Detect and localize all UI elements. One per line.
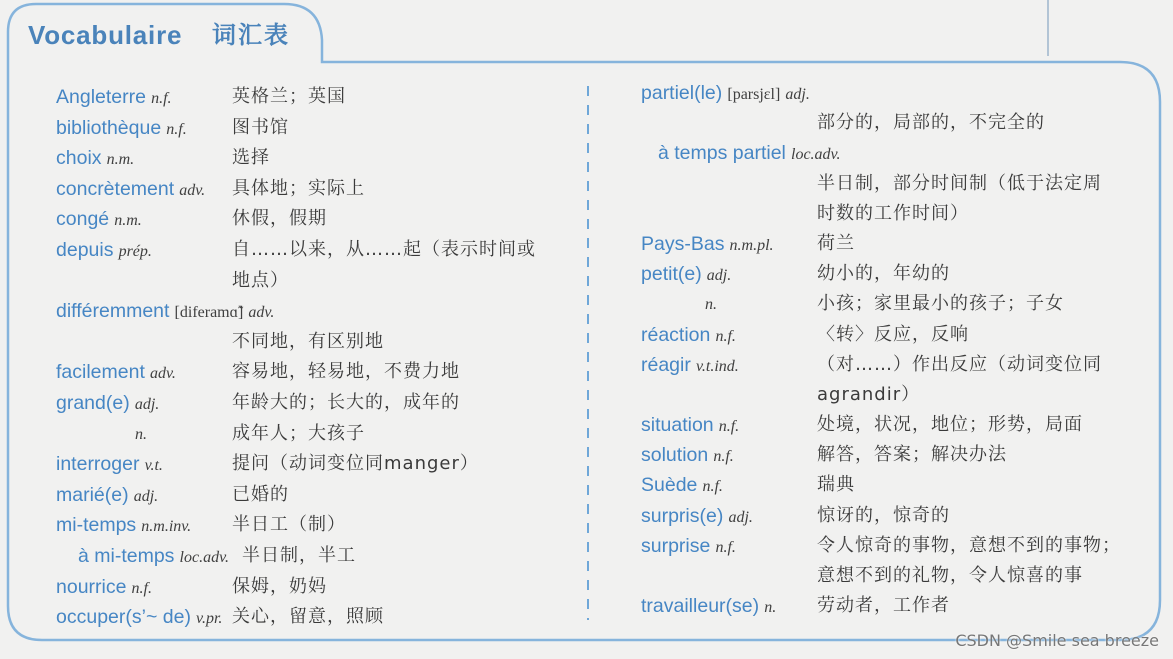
headword: concrètement [56,177,175,200]
definition: 选择 [232,147,270,169]
definition: 小孩；家里最小的孩子；子女 [817,293,1064,315]
vocab-entry [56,449,576,480]
part-of-speech: n.f. [713,448,734,466]
definition: 半日制，半工 [242,544,356,566]
phonetic: [parsjɛl] [727,86,781,103]
vocab-entry [641,501,1146,531]
definition: （对……）作出反应（动词变位同 [817,353,1102,375]
vocab-entry [641,320,1146,350]
title-chinese: 词汇表 [212,21,290,49]
definition: agrandir） [817,383,921,405]
definition-continuation [641,380,1146,410]
part-of-speech: loc.adv. [791,146,841,164]
definition: 具体地；实际上 [232,177,365,199]
title-french: Vocabulaire [28,20,183,50]
part-of-speech: v.t. [144,457,163,475]
definition: 英格兰；英国 [232,86,346,107]
vocab-entry [56,296,576,327]
headword: marié(e) [56,483,129,506]
vocab-sub-sense [641,289,1146,319]
headword: bibliothèque [56,116,162,139]
headword: choix [56,147,102,170]
vocab-entry [56,572,576,603]
definition: 不同地，有区别地 [232,330,384,352]
vocab-entry [56,235,576,266]
vocab-entry [641,591,1146,621]
vocab-entry [641,78,1146,108]
vocab-column-right [641,78,1146,621]
definition: 意想不到的礼物，令人惊喜的事 [817,565,1083,586]
vocab-entry [56,388,576,419]
definition-continuation [641,199,1146,229]
vocab-entry [56,82,576,113]
definition: 瑞典 [817,474,855,496]
headword: réaction [641,323,711,346]
headword: grand(e) [56,391,130,414]
definition-continuation [641,169,1146,199]
definition: 成年人；大孩子 [232,422,365,444]
part-of-speech: n. [705,296,717,314]
part-of-speech: prép. [118,242,152,260]
part-of-speech: v.pr. [196,610,223,628]
definition: 〈转〉反应，反响 [817,323,969,345]
definition: 年龄大的；长大的，成年的 [232,391,460,413]
headword: surprise [641,534,711,557]
headword: situation [641,414,714,437]
definition: 惊讶的，惊奇的 [817,504,950,526]
part-of-speech: adj. [134,395,160,413]
headword: facilement [56,361,145,384]
definition: 容易地，轻易地，不费力地 [232,361,460,383]
part-of-speech: n.m.pl. [729,236,774,254]
part-of-speech: n.m. [114,212,142,230]
vocab-entry [641,138,1146,168]
vocab-entry [56,541,576,572]
headword: congé [56,208,110,231]
headword: surpris(e) [641,504,724,527]
part-of-speech: n.f. [702,478,723,496]
headword: à mi-temps [78,544,175,567]
part-of-speech: adj. [706,267,732,285]
definition: 提问（动词变位同manger） [232,453,479,475]
vocab-entry [641,470,1146,500]
definition: 部分的，局部的，不完全的 [817,112,1045,134]
vocab-entry [641,531,1146,561]
part-of-speech: adv. [248,304,275,322]
definition: 半日工（制） [232,514,346,536]
headword: partiel(le) [641,82,723,104]
vocab-entry [641,350,1146,380]
vocab-entry [641,229,1146,259]
part-of-speech: n.f. [715,327,736,345]
definition-continuation [641,108,1146,138]
headword: différemment [56,300,170,323]
part-of-speech: adj. [728,508,753,526]
vocab-entry [56,113,576,144]
phonetic: [diferamɑ̃] [174,304,244,322]
definition-continuation [56,266,576,297]
part-of-speech: adj. [133,487,159,505]
headword: occuper(s’~ de) [56,606,191,629]
vocab-column-left [56,82,576,633]
part-of-speech: adv. [149,365,176,383]
headword: Suède [641,474,698,497]
part-of-speech: v.t.ind. [695,357,739,375]
vocab-entry [56,602,576,633]
definition: 劳动者，工作者 [817,595,950,617]
headword: petit(e) [641,263,702,286]
vocab-entry [56,510,576,541]
headword: depuis [56,238,114,261]
headword: Pays-Bas [641,232,725,255]
definition: 休假，假期 [232,208,327,230]
definition: 荷兰 [817,232,855,254]
headword: Angleterre [56,86,146,108]
part-of-speech: n. [764,599,777,617]
vocab-entry [641,440,1146,470]
part-of-speech: loc.adv. [179,548,229,566]
definition-continuation [641,561,1146,591]
vocab-sub-sense [56,419,576,450]
definition: 自……以来，从……起（表示时间或 [232,238,536,260]
vocab-entry [56,204,576,235]
definition: 已婚的 [232,483,289,505]
part-of-speech: n.m. [106,151,135,169]
vocab-entry [641,259,1146,289]
headword: réagir [641,353,691,376]
definition: 令人惊奇的事物，意想不到的事物； [817,534,1121,556]
vocab-entry [56,143,576,174]
headword: solution [641,444,709,467]
part-of-speech: n.f. [715,538,736,556]
headword: à temps partiel [658,142,786,165]
headword: interroger [56,453,140,476]
definition: 解答，答案；解决办法 [817,444,1007,466]
vocab-entry [56,357,576,388]
vocab-entry [56,174,576,205]
part-of-speech: n.f. [166,120,187,138]
part-of-speech: n.m.inv. [141,518,192,536]
definition-continuation [56,327,576,358]
definition: 时数的工作时间） [817,202,969,224]
part-of-speech: n.f. [151,90,172,107]
watermark: CSDN @Smile sea breeze [955,631,1159,650]
definition: 地点） [232,269,289,291]
part-of-speech: adj. [785,86,810,103]
definition: 半日制，部分时间制（低于法定周 [817,172,1102,194]
part-of-speech: adv. [179,181,206,199]
headword: travailleur(se) [641,595,760,618]
vocab-entry [56,480,576,511]
definition: 关心，留意，照顾 [232,606,384,628]
headword: mi-temps [56,514,137,537]
part-of-speech: n.f. [131,579,152,597]
definition: 幼小的，年幼的 [817,263,950,285]
definition: 保姆，奶妈 [232,575,327,597]
vocab-entry [641,410,1146,440]
definition: 处境，状况，地位；形势，局面 [817,414,1083,436]
definition: 图书馆 [232,116,289,138]
part-of-speech: n. [135,425,147,443]
part-of-speech: n.f. [718,418,740,436]
headword: nourrice [56,575,127,598]
